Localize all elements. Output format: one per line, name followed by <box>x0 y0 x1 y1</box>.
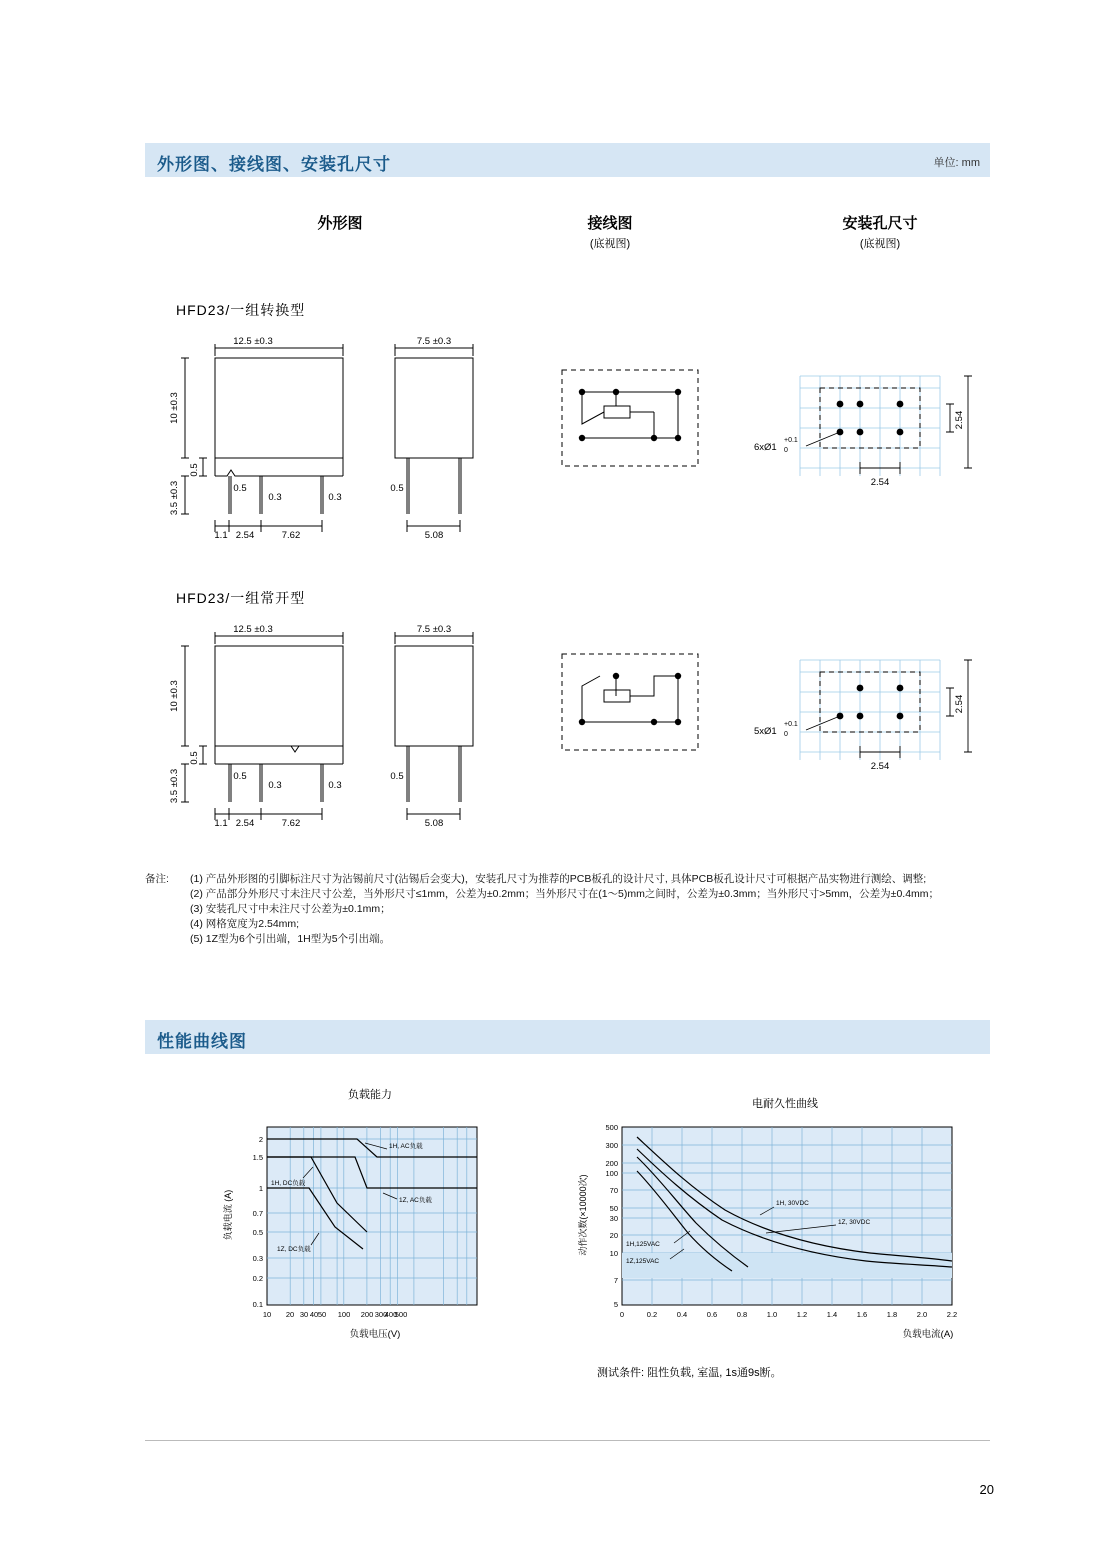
column-sub-mounting: (底视图) <box>859 238 901 250</box>
svg-text:40: 40 <box>309 1310 319 1319</box>
svg-text:1Z, 30VDC: 1Z, 30VDC <box>838 1219 871 1226</box>
svg-text:0.5: 0.5 <box>390 483 404 494</box>
note-item: (3) 安装孔尺寸中未注尺寸公差为±0.1mm； <box>190 903 391 915</box>
svg-text:7.5 ±0.3: 7.5 ±0.3 <box>416 336 452 347</box>
svg-text:0.5: 0.5 <box>252 1228 263 1237</box>
svg-text:0.1: 0.1 <box>252 1300 263 1309</box>
svg-text:20: 20 <box>609 1231 618 1240</box>
svg-text:50: 50 <box>317 1310 327 1319</box>
footer-divider <box>145 1440 990 1441</box>
svg-text:500: 500 <box>394 1310 408 1319</box>
svg-text:3.5 ±0.3: 3.5 ±0.3 <box>169 768 180 804</box>
section-header-outline <box>145 143 990 177</box>
svg-text:0.3: 0.3 <box>268 780 282 791</box>
svg-text:0.7: 0.7 <box>252 1209 263 1218</box>
wiring-diagram-1 <box>560 368 700 468</box>
mounting-holes-1 <box>740 368 990 488</box>
svg-text:0.5: 0.5 <box>189 463 200 477</box>
svg-text:0.8: 0.8 <box>736 1310 748 1319</box>
svg-text:0.5: 0.5 <box>390 771 404 782</box>
svg-text:0.3: 0.3 <box>252 1254 263 1263</box>
chart-load-xlabel: 负载电压(V) <box>349 1329 401 1340</box>
svg-text:30: 30 <box>299 1310 309 1319</box>
svg-text:1.1: 1.1 <box>214 818 228 828</box>
chart-endurance-xlabel: 负载电流(A) <box>902 1329 954 1340</box>
column-heading-wiring: 接线图 <box>587 215 633 232</box>
note-item: (1) 产品外形图的引脚标注尺寸为沾锡前尺寸(沾锡后会变大)，安装孔尺寸为推荐的PCB板孔的设计尺寸, 具体PCB板孔设计尺寸可根据产品实物进行测绘、调整; <box>190 873 927 885</box>
chart-load-capacity <box>215 1115 505 1365</box>
unit-label: 单位: mm <box>933 157 980 169</box>
svg-text:10: 10 <box>262 1310 272 1319</box>
svg-text:2.54: 2.54 <box>954 694 965 714</box>
svg-text:3.5 ±0.3: 3.5 ±0.3 <box>169 480 180 516</box>
svg-text:2.54: 2.54 <box>235 818 255 828</box>
svg-text:100: 100 <box>337 1310 351 1319</box>
svg-text:1.0: 1.0 <box>766 1310 778 1319</box>
page-number: 20 <box>979 1482 994 1497</box>
svg-text:0.3: 0.3 <box>328 492 342 503</box>
model-title-2: HFD23/一组常开型 <box>176 590 306 606</box>
svg-text:0.2: 0.2 <box>646 1310 658 1319</box>
svg-text:1H, 30VDC: 1H, 30VDC <box>776 1200 809 1207</box>
chart-endurance-ylabel: 动作次数(×10000次) <box>578 1174 588 1256</box>
svg-text:2.54: 2.54 <box>870 761 890 772</box>
note-item: (5) 1Z型为6个引出端，1H型为5个引出端。 <box>190 933 391 945</box>
svg-text:100: 100 <box>605 1169 618 1178</box>
model-title-1: HFD23/一组转换型 <box>176 302 306 318</box>
svg-text:1.2: 1.2 <box>796 1310 808 1319</box>
svg-text:1.6: 1.6 <box>856 1310 868 1319</box>
notes-block <box>145 872 990 947</box>
outline-drawing-1 <box>145 330 545 540</box>
note-item: (4) 网格宽度为2.54mm; <box>190 918 300 930</box>
svg-text:2.54: 2.54 <box>954 410 965 430</box>
mounting-holes-2 <box>740 652 990 772</box>
svg-text:400: 400 <box>384 1310 398 1319</box>
svg-text:12.5 ±0.3: 12.5 ±0.3 <box>233 336 273 347</box>
svg-text:0.3: 0.3 <box>328 780 342 791</box>
svg-text:10: 10 <box>609 1249 618 1258</box>
svg-text:2.54: 2.54 <box>870 477 890 488</box>
column-heading-mounting: 安装孔尺寸 <box>842 215 918 232</box>
svg-text:2.54: 2.54 <box>235 530 255 540</box>
svg-text:0: 0 <box>619 1310 625 1319</box>
notes-label: 备注: <box>145 873 169 885</box>
hole-label-1: 6xØ1 <box>754 442 777 453</box>
svg-text:20: 20 <box>285 1310 295 1319</box>
chart-title-load: 负载能力 <box>348 1089 392 1101</box>
svg-text:200: 200 <box>605 1159 618 1168</box>
chart-title-endurance: 电耐久性曲线 <box>752 1098 818 1110</box>
svg-text:2: 2 <box>258 1135 263 1144</box>
svg-text:0.5: 0.5 <box>189 751 200 765</box>
chart-endurance-footnote: 测试条件: 阻性负载, 室温, 1s通9s断。 <box>597 1367 782 1379</box>
svg-text:+0.1: +0.1 <box>784 721 798 728</box>
svg-text:7.62: 7.62 <box>281 530 301 540</box>
svg-text:1.1: 1.1 <box>214 530 228 540</box>
hole-label-2: 5xØ1 <box>754 726 777 737</box>
note-item: (2) 产品部分外形尺寸未注尺寸公差，当外形尺寸≤1mm，公差为±0.2mm；当外形尺寸在(1～5)mm之间时，公差为±0.3mm；当外形尺寸>5mm，公差为±0.4mm； <box>190 888 940 900</box>
svg-text:30: 30 <box>609 1214 618 1223</box>
svg-text:0: 0 <box>784 447 788 454</box>
svg-text:2.0: 2.0 <box>916 1310 928 1319</box>
section-title-curves: 性能曲线图 <box>157 1032 247 1051</box>
svg-text:0.6: 0.6 <box>706 1310 718 1319</box>
svg-text:500: 500 <box>605 1123 618 1132</box>
svg-text:5.08: 5.08 <box>424 818 444 828</box>
outline-drawing-2 <box>145 618 545 828</box>
svg-text:2.2: 2.2 <box>946 1310 958 1319</box>
svg-text:7.5 ±0.3: 7.5 ±0.3 <box>416 624 452 635</box>
svg-text:1Z, AC负载: 1Z, AC负载 <box>399 1197 432 1204</box>
svg-text:10 ±0.3: 10 ±0.3 <box>169 392 180 424</box>
wiring-diagram-2 <box>560 652 700 752</box>
svg-text:0.3: 0.3 <box>268 492 282 503</box>
chart-load-ylabel: 负载电流 (A) <box>223 1189 233 1241</box>
svg-text:12.5 ±0.3: 12.5 ±0.3 <box>233 624 273 635</box>
section-header-curves <box>145 1020 990 1054</box>
column-sub-wiring: (底视图) <box>589 238 631 250</box>
svg-text:70: 70 <box>609 1186 618 1195</box>
svg-text:1H,125VAC: 1H,125VAC <box>626 1241 660 1248</box>
svg-text:200: 200 <box>360 1310 374 1319</box>
svg-text:1.5: 1.5 <box>252 1153 263 1162</box>
svg-text:5: 5 <box>613 1300 618 1309</box>
svg-text:0.4: 0.4 <box>676 1310 688 1319</box>
column-heading-outline: 外形图 <box>317 215 363 232</box>
svg-text:7.62: 7.62 <box>281 818 301 828</box>
svg-text:300: 300 <box>374 1310 388 1319</box>
svg-text:7: 7 <box>613 1276 618 1285</box>
svg-text:1: 1 <box>258 1184 263 1193</box>
svg-text:0.2: 0.2 <box>252 1274 263 1283</box>
svg-text:1Z, DC负载: 1Z, DC负载 <box>277 1246 311 1253</box>
svg-text:1Z,125VAC: 1Z,125VAC <box>626 1258 660 1265</box>
section-title-outline: 外形图、接线图、安装孔尺寸 <box>157 155 391 174</box>
svg-text:300: 300 <box>605 1141 618 1150</box>
svg-text:1H, AC负载: 1H, AC负载 <box>389 1143 423 1150</box>
svg-text:+0.1: +0.1 <box>784 437 798 444</box>
svg-text:50: 50 <box>609 1204 618 1213</box>
svg-text:1.4: 1.4 <box>826 1310 838 1319</box>
chart-endurance <box>570 1115 1000 1365</box>
svg-text:5.08: 5.08 <box>424 530 444 540</box>
svg-text:1.8: 1.8 <box>886 1310 898 1319</box>
svg-text:0: 0 <box>784 731 788 738</box>
svg-text:10 ±0.3: 10 ±0.3 <box>169 680 180 712</box>
svg-text:0.5: 0.5 <box>233 483 247 494</box>
svg-text:0.5: 0.5 <box>233 771 247 782</box>
svg-text:1H, DC负载: 1H, DC负载 <box>271 1180 306 1187</box>
